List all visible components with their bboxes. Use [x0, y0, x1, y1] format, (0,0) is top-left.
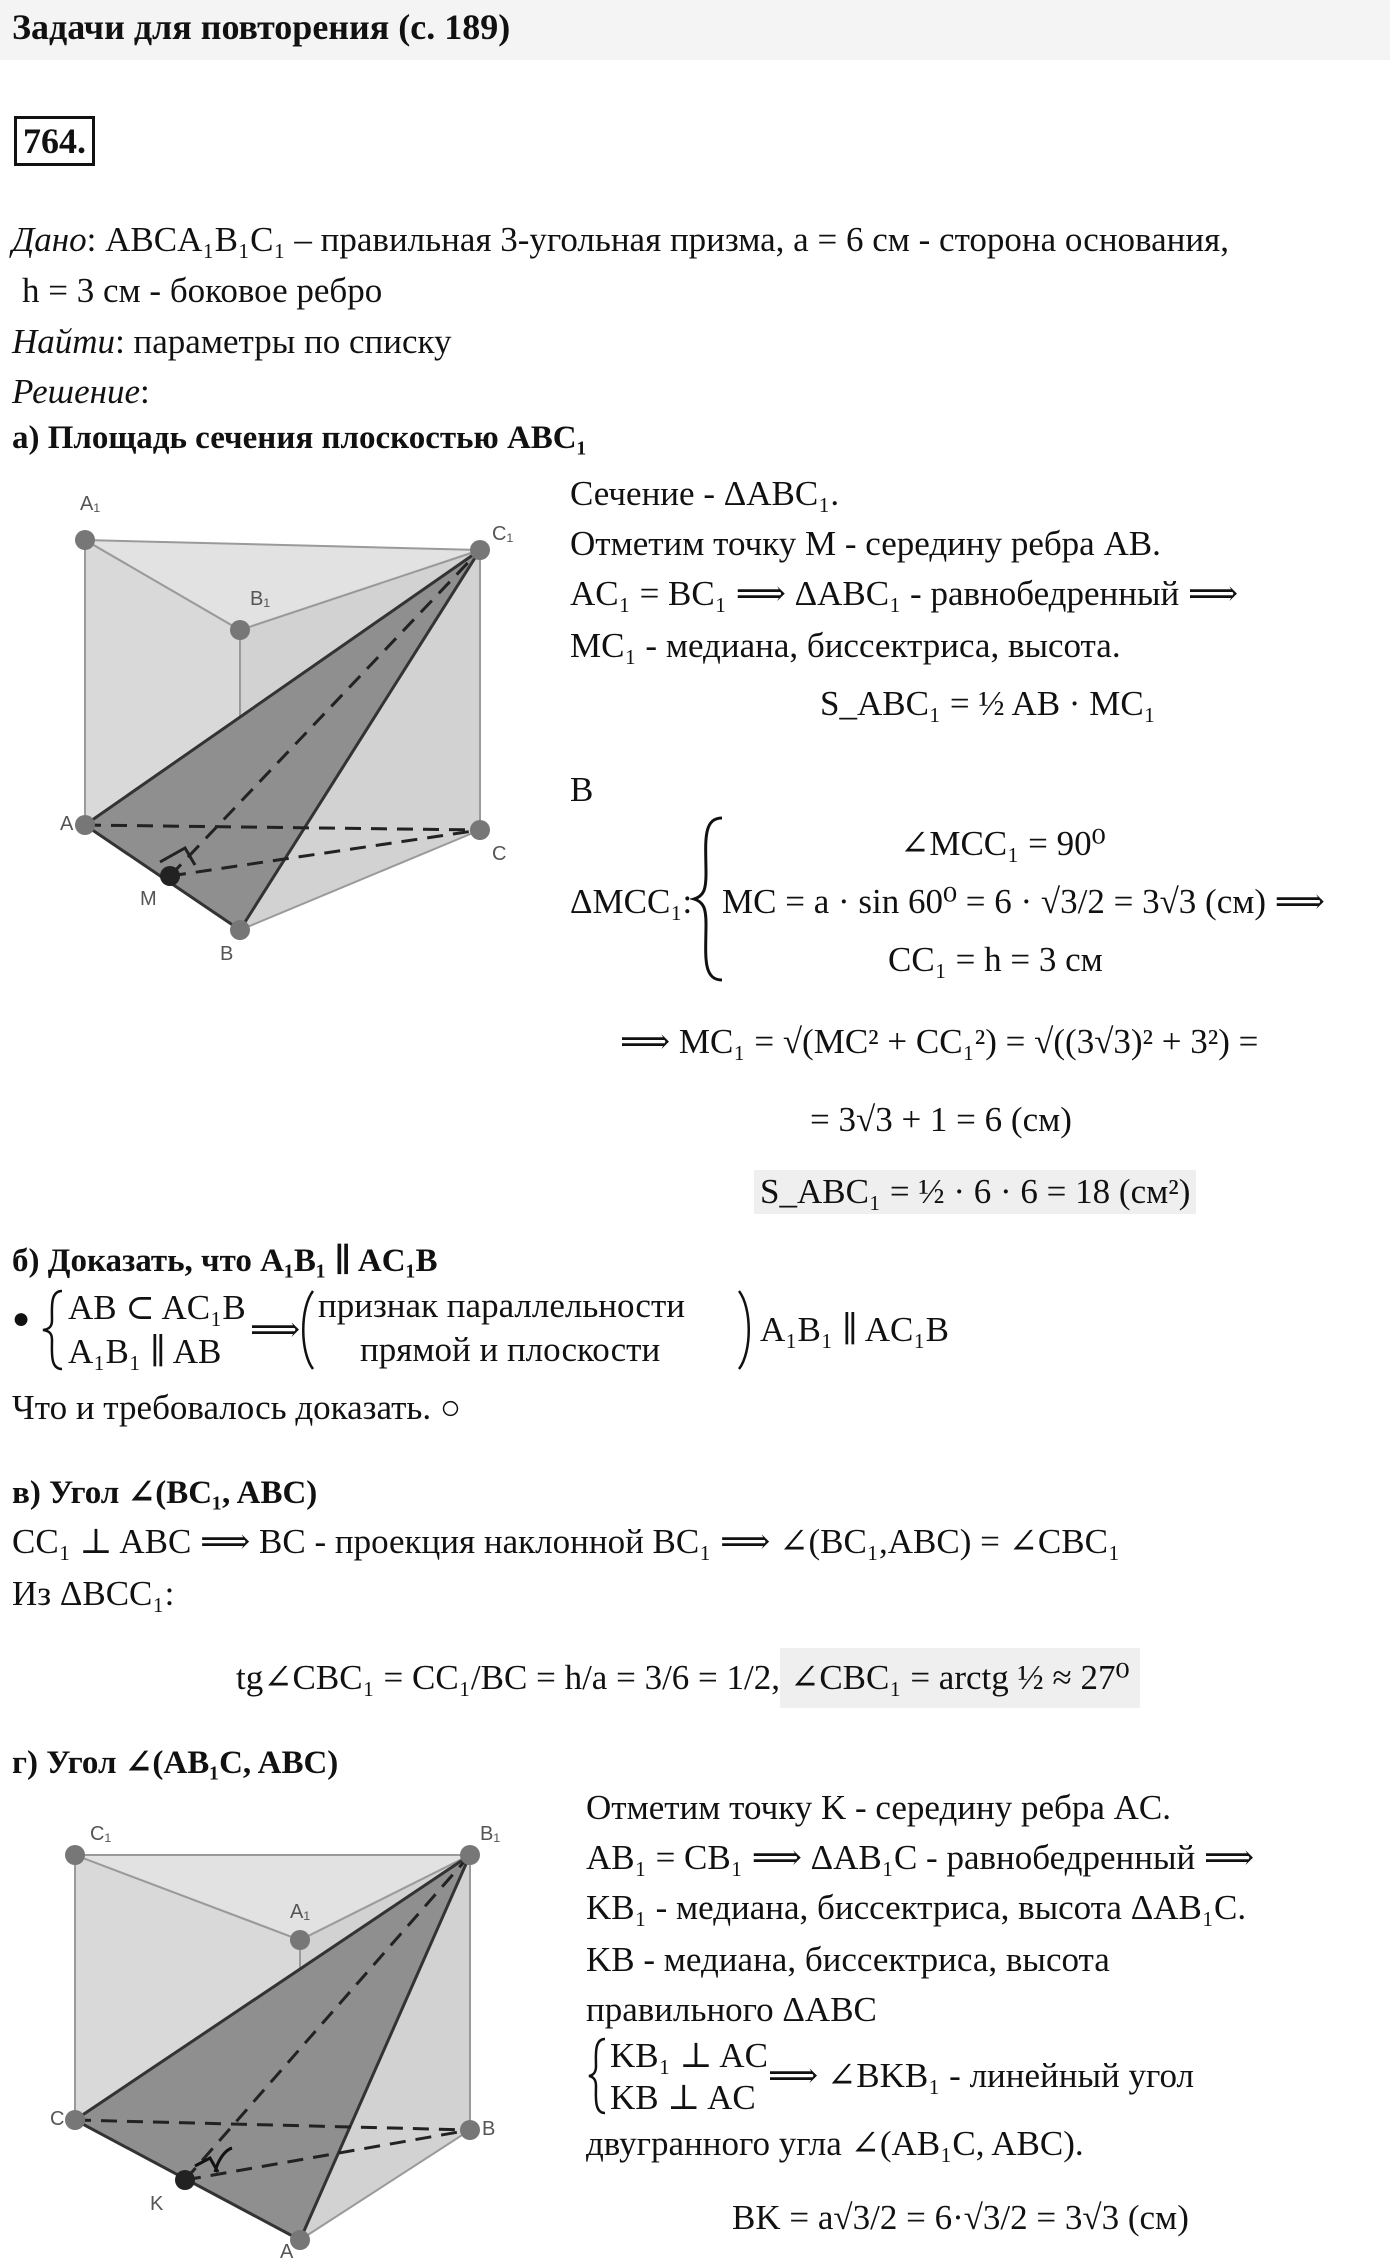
part-b-reason-2: прямой и плоскости: [360, 1330, 661, 1369]
part-c-tg: tg∠CBC₁ = CC₁/BC = h/a = 3/6 = 1/2,: [236, 1658, 781, 1697]
part-a-answer: S_ABC₁ = ½ · 6 · 6 = 18 (см²): [754, 1170, 1196, 1214]
brace-d: [586, 2036, 608, 2116]
label-c-d: C: [50, 2108, 65, 2130]
system-label: ΔMCC₁:: [570, 882, 693, 921]
find-line: [12, 322, 452, 362]
system-line-2: MC = a · sin 60⁰ = 6 · √3/2 = 3√3 (см) ⟹: [722, 882, 1325, 921]
part-c-title: в) Угол ∠(BC₁, ABC): [12, 1475, 318, 1511]
label-a-d: A: [280, 2241, 294, 2260]
find-label: Найти: [12, 322, 116, 361]
label-c1: C₁: [492, 523, 514, 545]
part-d-line-8: BK = a√3/2 = 6·√3/2 = 3√3 (см): [732, 2198, 1189, 2237]
part-b-result: A₁B₁ ∥ AC₁B: [760, 1310, 949, 1349]
label-a1: A₁: [80, 493, 101, 515]
part-d-line-3: KB₁ - медиана, биссектриса, высота ΔAB₁C.: [586, 1888, 1247, 1927]
vertex-m: [160, 866, 180, 886]
paren-right: [736, 1288, 754, 1372]
label-a: A: [60, 813, 74, 835]
vertex-b: [230, 920, 250, 940]
part-d-line-7: двугранного угла ∠(AB₁C, ABC).: [586, 2124, 1084, 2163]
find-text: : параметры по списку: [115, 322, 452, 361]
part-b-cond-2: A₁B₁ ∥ AB: [68, 1332, 222, 1371]
label-c1-d: C₁: [90, 1823, 112, 1845]
part-a-line-result: = 3√3 + 1 = 6 (см): [810, 1100, 1072, 1139]
given-line-2: h = 3 см - боковое ребро: [22, 271, 383, 310]
label-a1-d: A₁: [290, 1901, 311, 1923]
part-c-answer: ∠CBC₁ = arctg ½ ≈ 27⁰: [780, 1648, 1140, 1708]
vertex-b1: [230, 620, 250, 640]
part-a-title: а) Площадь сечения плоскостью ABC₁: [12, 420, 587, 456]
part-c-line-2: Из ΔBCC₁:: [12, 1574, 175, 1613]
page-title: Задачи для повторения (с. 189): [12, 7, 511, 47]
label-k: K: [150, 2193, 164, 2215]
label-b1: B₁: [250, 588, 271, 610]
vertex-b-d: [460, 2120, 480, 2140]
paren-left: [298, 1288, 316, 1372]
part-b-end: Что и требовалось доказать. ○: [12, 1388, 462, 1427]
problem-number: 764.: [14, 116, 95, 166]
label-b-d: B: [482, 2118, 496, 2140]
part-d-cond-1: KB₁ ⊥ AC: [610, 2036, 768, 2075]
part-d-line-2: AB₁ = CB₁ ⟹ ΔAB₁C - равнобедренный ⟹: [586, 1838, 1255, 1877]
implies-b: ⟹: [250, 1310, 301, 1349]
part-a-area-formula: S_ABC₁ = ½ AB · MC₁: [820, 684, 1156, 723]
part-d-line-4: KB - медиана, биссектриса, высота: [586, 1940, 1110, 1979]
vertex-c: [470, 820, 490, 840]
part-d-line-1: Отметим точку K - середину ребра AC.: [586, 1788, 1171, 1827]
vertex-a: [75, 815, 95, 835]
part-b-title: б) Доказать, что A₁B₁ ∥ AC₁B: [12, 1243, 438, 1279]
part-a-line-4: MC₁ - медиана, биссектриса, высота.: [570, 626, 1121, 665]
vertex-c-d: [65, 2110, 85, 2130]
given-line-1: Дано: ABCA₁B₁C₁ – правильная 3-угольная призма, a = 6 см - сторона основания,: [12, 220, 1229, 259]
part-a-line-mc1: ⟹ MC₁ = √(MC² + CC₁²) = √((3√3)² + 3²) =: [620, 1022, 1259, 1061]
part-a-line-in: В: [570, 770, 594, 809]
part-d-line-5: правильного ΔABC: [586, 1990, 877, 2029]
part-d-title: г) Угол ∠(AB₁C, ABC): [12, 1745, 339, 1781]
part-d-line-6: ⟹ ∠BKB₁ - линейный угол: [768, 2056, 1194, 2095]
bullet: ●: [12, 1302, 31, 1335]
label-b: B: [220, 943, 234, 960]
system-line-3: CC₁ = h = 3 см: [888, 940, 1103, 979]
prism-figure-a: [60, 480, 520, 960]
solution-word: Решение: [12, 372, 141, 411]
given-label: Дано: [12, 220, 87, 259]
solution-label: [12, 372, 150, 412]
part-a-line-2: Отметим точку M - середину ребра AB.: [570, 524, 1161, 563]
part-b-cond-1: AB ⊂ AC₁B: [68, 1288, 246, 1327]
part-a-line-3: AC₁ = BC₁ ⟹ ΔABC₁ - равнобедренный ⟹: [570, 574, 1239, 613]
vertex-c1: [470, 540, 490, 560]
brace-b: [40, 1288, 66, 1372]
part-a-line-1: Сечение - ΔABC₁.: [570, 474, 840, 513]
label-m: M: [140, 888, 157, 910]
vertex-a1-d: [290, 1930, 310, 1950]
vertex-k: [175, 2170, 195, 2190]
part-b-reason-1: признак параллельности: [318, 1286, 685, 1325]
prism-figure-d: [50, 1800, 510, 2260]
part-d-cond-2: KB ⊥ AC: [610, 2078, 756, 2117]
label-b1-d: B₁: [480, 1823, 501, 1845]
part-c-line-1: CC₁ ⊥ ABC ⟹ BC - проекция наклонной BC₁ ⟹ ∠(BC₁,ABC) = ∠CBC₁: [12, 1522, 1121, 1561]
label-c: C: [492, 843, 507, 865]
vertex-b1-d: [460, 1845, 480, 1865]
system-line-1: ∠MCC₁ = 90⁰: [900, 824, 1106, 863]
vertex-c1-d: [65, 1845, 85, 1865]
given-text: ABCA₁B₁C₁ – правильная 3-угольная призма, a = 6 см - сторона основания,: [105, 220, 1229, 259]
solution-colon: :: [140, 372, 150, 411]
vertex-a1: [75, 530, 95, 550]
